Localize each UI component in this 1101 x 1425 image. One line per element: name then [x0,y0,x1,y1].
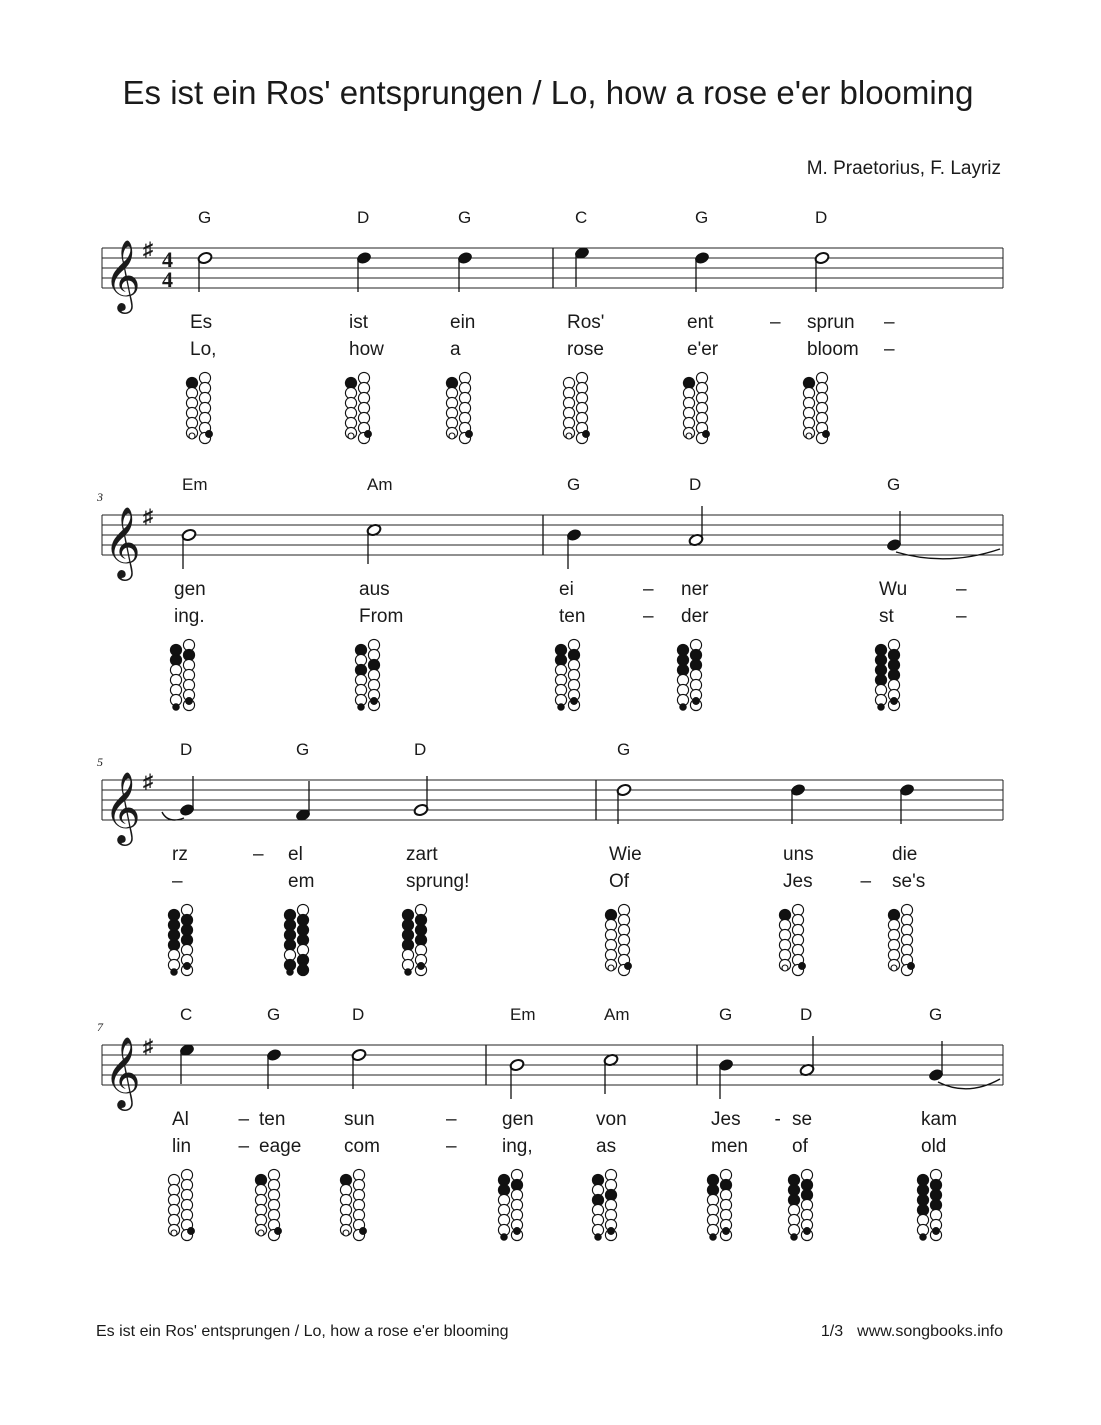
footer-title: Es ist ein Ros' entsprungen / Lo, how a rose e'er blooming [96,1323,509,1340]
lyric-syllable: Al [172,1109,189,1130]
recorder-fingering-icon [788,1169,812,1240]
note-D5-half [351,1048,367,1089]
lyric-syllable: eage [259,1136,302,1157]
lyric-syllable: ent [687,312,714,333]
chord-symbol: D [357,208,370,227]
treble-clef-icon: 𝄞 [104,774,141,842]
lyric-syllable: sun [344,1109,375,1130]
chord-symbol: D [352,1005,365,1024]
lyric-hyphen: – [884,339,895,360]
lyric-hyphen: – [643,579,654,600]
note-Fsharp4-quarter [295,781,311,822]
lyric-syllable: rose [567,339,604,360]
system-3 [97,740,1003,976]
key-signature-sharp: ♯ [143,1036,153,1058]
lyric-syllable: von [596,1109,627,1130]
tie [938,1079,1000,1089]
note-C5-half [603,1053,619,1094]
note-D5-half [197,251,213,292]
lyric-syllable: Es [190,312,213,333]
recorder-fingering-icon [683,372,709,443]
chord-symbol: Em [510,1005,536,1024]
lyric-hyphen: – [253,844,264,865]
lyric-syllable: der [681,606,709,627]
note-G4-quarter [928,1041,944,1082]
recorder-fingering-icon [555,639,579,710]
note-D5-half [616,783,632,824]
lyric-syllable: – [172,871,183,892]
lyric-syllable: ing, [502,1136,533,1157]
tie [896,549,1000,559]
lyric-syllable: ei [559,579,574,600]
lyric-syllable: sprung! [406,871,470,892]
chord-symbol: G [267,1005,281,1024]
chord-symbol: G [567,475,581,494]
note-D5-quarter [266,1048,282,1089]
treble-clef-icon: 𝄞 [104,242,141,310]
recorder-fingering-icon [779,904,805,975]
lyric-syllable: Of [609,871,630,892]
lyric-syllable: Jes [711,1109,741,1130]
lyric-syllable: From [359,606,404,627]
recorder-fingering-icon [592,1169,616,1240]
lyric-hyphen: – [956,606,967,627]
note-G4-quarter [886,511,902,552]
lyric-syllable: com [344,1136,380,1157]
lyric-hyphen: – [860,871,872,892]
note-E5-quarter [179,1043,195,1084]
chord-symbol: G [617,740,631,759]
chord-symbol: C [180,1005,193,1024]
lyric-syllable: se [792,1109,813,1130]
treble-clef-icon: 𝄞 [104,1039,141,1107]
lyric-syllable: rz [172,844,188,865]
chord-symbol: Em [182,475,208,494]
note-B4-quarter [718,1058,734,1099]
chord-symbol: Am [367,475,393,494]
recorder-fingering-icon [677,639,701,710]
note-D5-half [814,251,830,292]
measure-number: 5 [97,755,103,769]
recorder-fingering-icon [170,639,194,710]
lyric-syllable: Jes [783,871,813,892]
lyric-syllable: e'er [687,339,719,360]
lyric-syllable: old [921,1136,947,1157]
chord-symbol: G [887,475,901,494]
lyric-syllable: gen [174,579,206,600]
recorder-fingering-icon [875,639,899,710]
key-signature-sharp: ♯ [143,506,153,528]
chord-symbol: Am [604,1005,630,1024]
footer-page: 1/3 [820,1323,844,1340]
lyric-syllable: kam [921,1109,957,1130]
recorder-fingering-icon [255,1169,281,1240]
note-D5-quarter [790,783,806,824]
recorder-fingering-icon [402,904,426,975]
chord-symbol: G [296,740,310,759]
lyric-syllable: Wu [879,579,908,600]
lyric-syllable: bloom [807,339,859,360]
lyric-syllable: how [349,339,384,360]
recorder-fingering-icon [888,904,914,975]
footer-page-site [821,1323,1003,1340]
lyric-syllable: Wie [609,844,642,865]
note-E5-quarter [574,246,590,287]
lyric-syllable: se's [892,871,926,892]
recorder-fingering-icon [168,1169,194,1240]
chord-symbol: D [689,475,702,494]
note-D5-quarter [694,251,710,292]
chord-symbol: G [458,208,472,227]
lyric-syllable: em [288,871,315,892]
key-signature-sharp: ♯ [143,771,153,793]
lyric-syllable: gen [502,1109,534,1130]
lyric-syllable: ten [259,1109,286,1130]
lyric-syllable: ing. [174,606,205,627]
lyric-hyphen: – [238,1136,250,1157]
chord-symbol: G [198,208,212,227]
recorder-fingering-icon [917,1169,941,1240]
lyric-syllable: sprun [807,312,855,333]
recorder-fingering-icon [563,372,589,443]
recorder-fingering-icon [345,372,371,443]
lyric-syllable: ist [349,312,368,333]
lyric-syllable: ner [681,579,709,600]
key-signature-sharp: ♯ [143,239,153,261]
chord-symbol: D [815,208,828,227]
chord-symbol: D [414,740,427,759]
system-1 [102,208,1003,444]
time-signature-bottom: 4 [162,267,173,292]
chord-symbol: G [719,1005,733,1024]
recorder-fingering-icon [498,1169,522,1240]
recorder-fingering-icon [707,1169,731,1240]
chord-symbol: D [800,1005,813,1024]
lyric-hyphen: - [774,1109,781,1130]
lyric-hyphen: – [956,579,967,600]
chord-symbol: G [695,208,709,227]
composer-credit: M. Praetorius, F. Layriz [806,158,1001,179]
note-B4-quarter [566,528,582,569]
lyric-syllable: Ros' [567,312,605,333]
lyric-syllable: zart [406,844,438,865]
note-D5-quarter [356,251,372,292]
note-B4-half [509,1058,525,1099]
footer-site: www.songbooks.info [857,1323,1003,1340]
measure-number: 7 [97,1020,103,1034]
lyric-syllable: aus [359,579,390,600]
lyric-syllable: Lo, [190,339,217,360]
note-C5-half [366,523,382,564]
chord-symbol: G [929,1005,943,1024]
chord-symbol: C [575,208,588,227]
lyric-syllable: as [596,1136,617,1157]
system-4 [97,1005,1003,1241]
recorder-fingering-icon [284,904,308,975]
lyric-syllable: lin [172,1136,192,1157]
lyric-syllable: of [792,1136,808,1157]
lyric-syllable: a [450,339,461,360]
time-signature-top: 4 [162,247,173,272]
lyric-syllable: el [288,844,303,865]
note-D5-quarter [899,783,915,824]
measure-number: 3 [97,490,103,504]
lyric-syllable: st [879,606,894,627]
recorder-fingering-icon [446,372,472,443]
chord-symbol: D [180,740,193,759]
lyric-syllable: ein [450,312,476,333]
note-G4-quarter [179,776,195,817]
recorder-fingering-icon [186,372,212,443]
lyric-hyphen: – [643,606,654,627]
note-A4-half [688,506,704,547]
lyric-hyphen: – [770,312,781,333]
lyric-hyphen: – [884,312,895,333]
lyric-hyphen: – [238,1109,250,1130]
note-B4-half [181,528,197,569]
recorder-fingering-icon [340,1169,366,1240]
lyric-syllable: men [711,1136,748,1157]
recorder-fingering-icon [355,639,379,710]
lyric-hyphen: – [446,1136,457,1157]
lyric-syllable: die [892,844,918,865]
recorder-fingering-icon [605,904,631,975]
treble-clef-icon: 𝄞 [104,509,141,577]
recorder-fingering-icon [168,904,192,975]
note-A4-half [799,1036,815,1077]
lyric-syllable: ten [559,606,586,627]
note-D5-quarter [457,251,473,292]
recorder-fingering-icon [803,372,829,443]
lyric-syllable: uns [783,844,814,865]
lyric-hyphen: – [446,1109,457,1130]
note-G4-half [413,776,429,817]
system-2 [96,475,1003,711]
song-title: Es ist ein Ros' entsprungen / Lo, how a rose e'er blooming [122,74,974,111]
